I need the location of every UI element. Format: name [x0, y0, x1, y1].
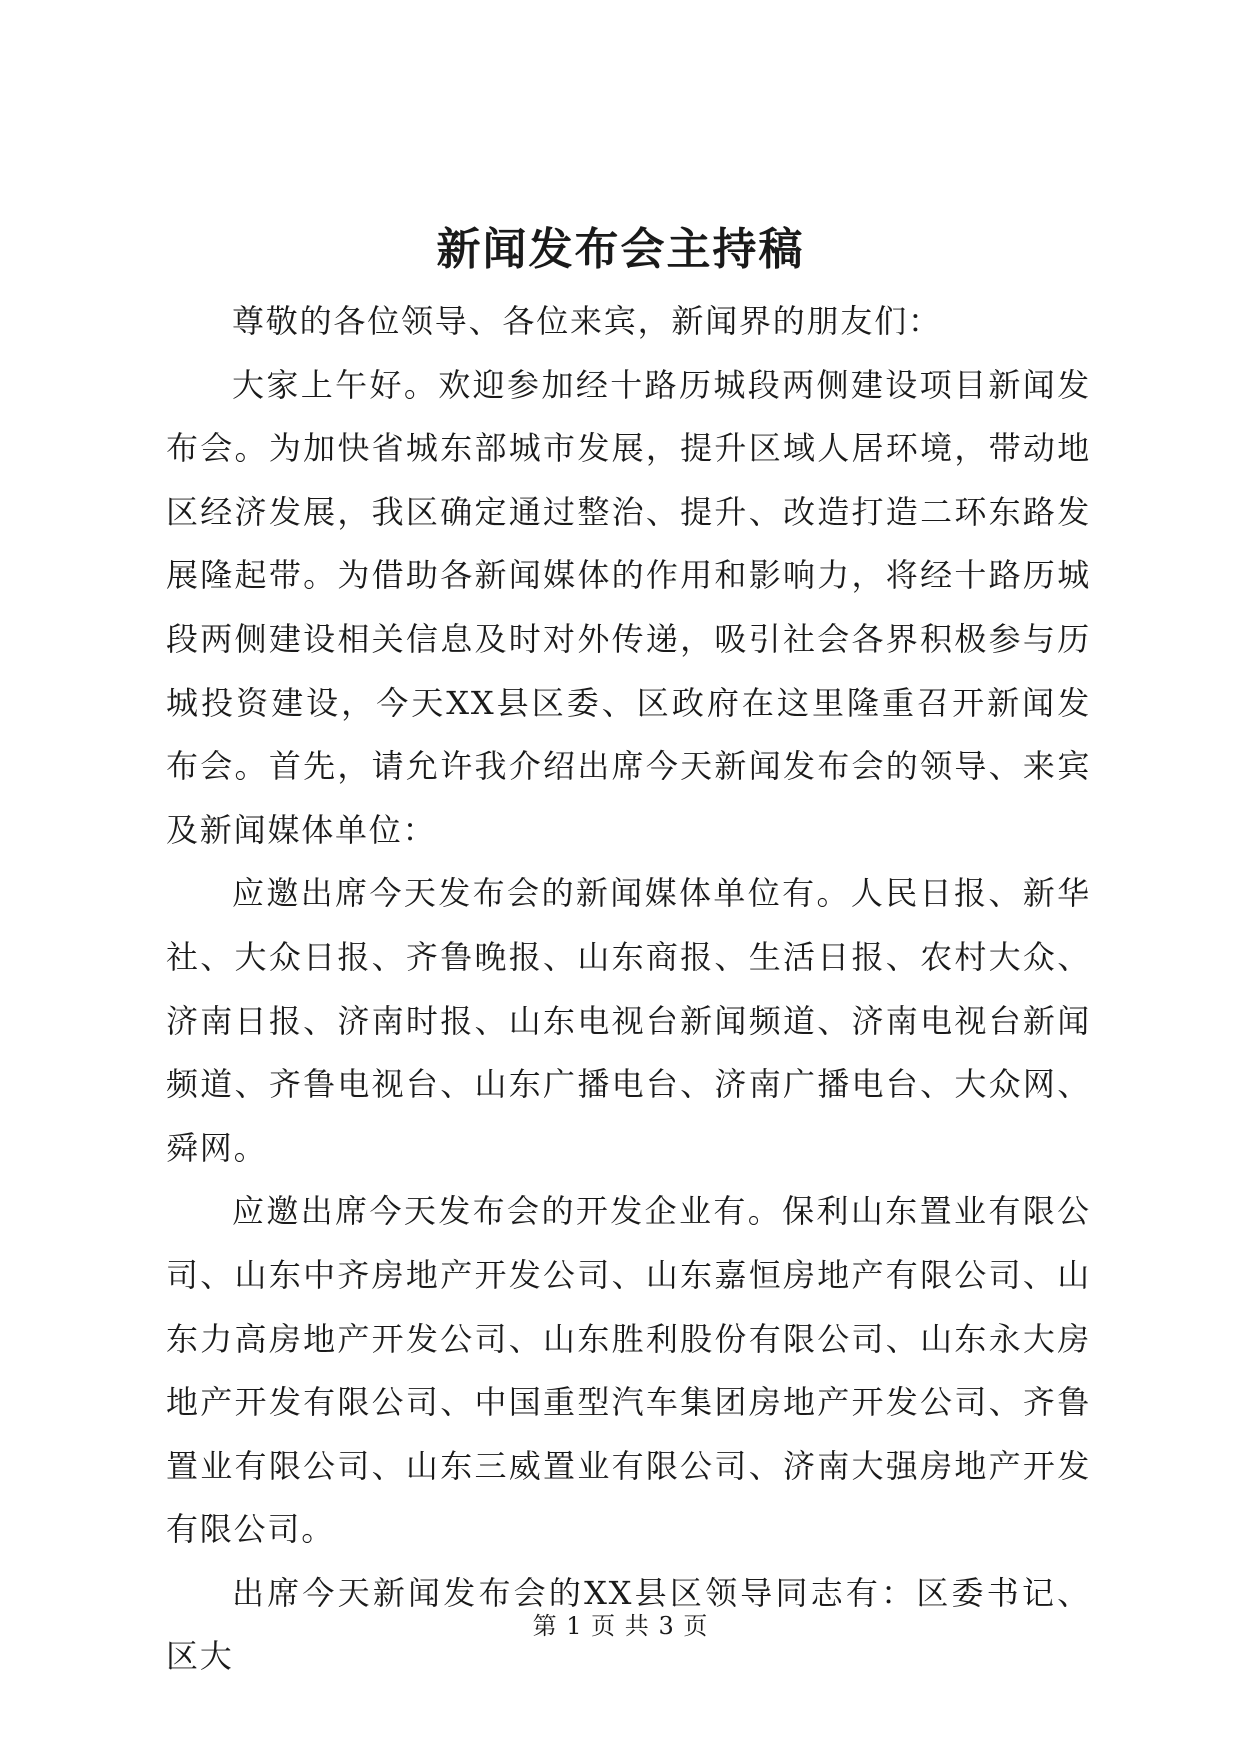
document-title: 新闻发布会主持稿: [436, 224, 805, 275]
leaders-paragraph: 出席今天新闻发布会的XX县区领导同志有：区委书记、区大: [166, 1573, 1091, 1676]
page-number-footer: 第 1 页 共 3 页: [532, 1612, 709, 1640]
opening-paragraph: 大家上午好。欢迎参加经十路历城段两侧建设项目新闻发布会。为加快省城东部城市发展，提升区域人居环境，带动地区经济发展，我区确定通过整治、提升、改造打造二环东路发展隆起带。为借助各新闻媒体的作用和影响力，将经十路历城段两侧建设相关信息及时对外传递，吸引社会各界积极参与历城投资建设，今天XX县区委、区政府在这里隆重召开新闻发布会。首先，请允许我介绍出席今天新闻发布会的领导、来宾及新闻媒体单位：: [166, 365, 1091, 849]
salutation-paragraph: 尊敬的各位领导、各位来宾，新闻界的朋友们：: [232, 302, 942, 340]
media-units-paragraph: 应邀出席今天发布会的新闻媒体单位有。人民日报、新华社、大众日报、齐鲁晚报、山东商报、生活日报、农村大众、济南日报、济南时报、山东电视台新闻频道、济南电视台新闻频道、齐鲁电视台、山东广播电台、济南广播电台、大众网、舜网。: [166, 874, 1091, 1167]
document-body: [166, 290, 1091, 1689]
developers-paragraph: 应邀出席今天发布会的开发企业有。保利山东置业有限公司、山东中齐房地产开发公司、山东嘉恒房地产有限公司、山东力高房地产开发公司、山东胜利股份有限公司、山东永大房地产开发有限公司、中国重型汽车集团房地产开发公司、齐鲁置业有限公司、山东三威置业有限公司、济南大强房地产开发有限公司。: [166, 1192, 1091, 1549]
